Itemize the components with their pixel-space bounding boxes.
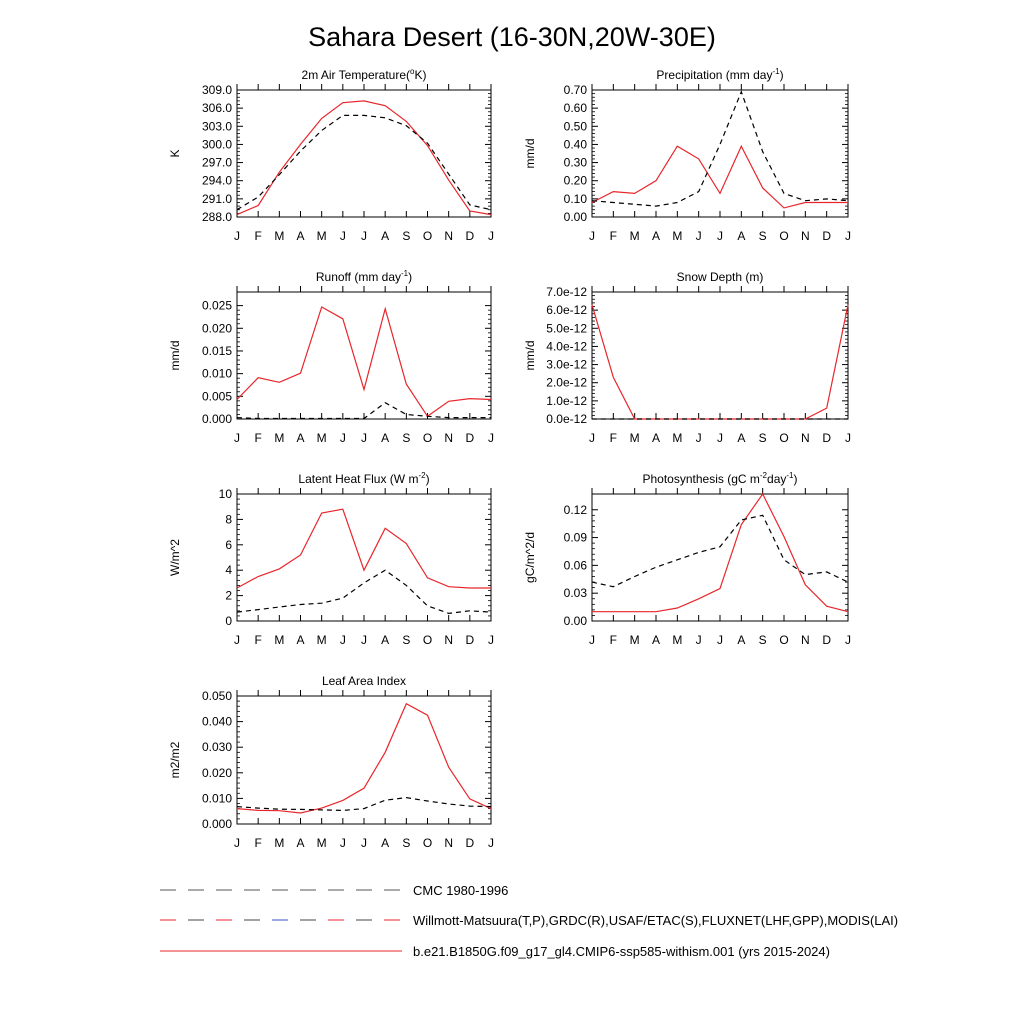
x-tick-label: M [672,431,683,445]
x-tick-label: M [316,633,327,647]
x-tick-label: J [234,229,240,243]
y-axis-label: mm/d [168,340,182,371]
y-tick-label: 3.0e-12 [546,357,587,372]
x-tick-label: M [274,836,285,850]
x-tick-label: M [629,229,640,243]
x-tick-label: A [296,431,305,445]
y-axis-label: gC/m^2/d [523,532,537,583]
panel-title: Latent Heat Flux (W $m^{-2}$) [298,471,430,486]
x-tick-label: M [672,633,683,647]
y-tick-label: 0.06 [563,558,587,573]
y-tick-label: 0.00 [563,210,587,224]
y-tick-label: 309.0 [201,83,232,97]
y-tick-label: 6 [225,537,232,552]
x-tick-label: J [339,836,346,850]
x-tick-label: D [465,229,475,243]
x-tick-label: S [758,633,767,647]
legend-item-2 [160,913,898,928]
x-tick-label: J [589,633,595,647]
y-tick-label: 0.025 [201,298,232,313]
x-tick-label: S [402,431,411,445]
x-tick-label: J [717,431,723,445]
model-series-line [592,146,848,208]
x-tick-label: A [651,431,661,445]
x-tick-label: J [717,633,723,647]
plot-frame [592,90,848,217]
plot-frame [592,292,848,419]
x-tick-label: A [296,633,305,647]
x-tick-label: S [402,836,411,850]
legend-label: Willmott-Matsuura(T,P),GRDC(R),USAF/ETAC(S),FLUXNET(LHF,GPP),MODIS(LAI) [413,913,899,928]
x-tick-label: F [609,229,618,243]
y-tick-label: 10 [218,487,232,501]
y-tick-label: 303.0 [201,119,232,134]
x-tick-label: J [361,431,367,445]
x-tick-label: J [339,431,346,445]
panel-5 [168,471,494,647]
x-tick-label: D [822,229,832,243]
panel-3 [168,269,494,445]
x-tick-label: O [422,229,433,243]
panel-title: Runoff (mm day$^{-1}$) [315,269,413,284]
x-tick-label: M [274,633,285,647]
x-tick-label: O [422,836,433,850]
x-tick-label: J [488,431,494,445]
x-tick-label: A [381,633,390,647]
legend-label: b.e21.B1850G.f09_g17_gl4.CMIP6-ssp585-withism.001 (yrs 2015-2024) [413,944,830,959]
panel-4 [523,270,851,445]
x-tick-label: O [779,229,789,243]
y-tick-label: 297.0 [201,155,232,170]
y-tick-label: 1.0e-12 [546,393,587,408]
x-tick-label: N [800,633,810,647]
y-tick-label: 0.050 [201,689,232,703]
x-tick-label: J [589,431,595,445]
y-tick-label: 0 [225,614,232,628]
y-tick-label: 0.005 [201,389,232,404]
y-tick-label: 7.0e-12 [546,285,587,299]
x-tick-label: J [717,229,723,243]
model-series-line [237,704,491,813]
y-tick-label: 0.015 [201,343,232,358]
x-tick-label: J [845,229,851,243]
x-tick-label: D [822,633,832,647]
y-tick-label: 0.0e-12 [546,412,587,426]
y-tick-label: 0.000 [201,817,232,831]
x-tick-label: J [234,633,240,647]
panel-2 [523,67,851,243]
y-tick-label: 0.20 [563,173,587,188]
y-tick-label: 4.0e-12 [546,339,587,354]
y-tick-label: 300.0 [201,137,232,152]
x-tick-label: J [845,633,851,647]
x-tick-label: D [465,836,475,850]
panel-title: Precipitation (mm day$^{-1}$) [656,67,784,82]
panel-title: Photosynthesis (gC $m^{-2}day^{-1}$) [642,471,798,486]
legend [160,883,898,959]
y-tick-label: 6.0e-12 [546,303,587,318]
x-tick-label: M [629,431,640,445]
x-tick-label: N [444,836,454,850]
y-axis-label: mm/d [523,138,537,169]
model-series-line [592,494,848,612]
x-tick-label: J [695,229,702,243]
x-tick-label: M [274,229,285,243]
x-tick-label: D [465,633,475,647]
obs-series-line [237,798,491,811]
y-tick-label: 0.000 [201,412,232,426]
y-tick-label: 288.0 [201,210,232,224]
x-tick-label: S [402,633,411,647]
x-tick-label: A [737,633,746,647]
x-tick-label: A [296,229,305,243]
x-tick-label: J [361,836,367,850]
x-tick-label: N [800,229,810,243]
y-tick-label: 0.12 [563,502,587,517]
panel-title: Snow Depth (m) [676,270,764,284]
y-axis-label: W/m^2 [168,539,182,576]
x-tick-label: N [444,633,454,647]
y-tick-label: 0.020 [201,321,232,336]
x-tick-label: S [402,229,411,243]
y-axis-label: K [168,149,182,158]
obs-series-line [592,515,848,586]
x-tick-label: J [488,836,494,850]
x-tick-label: M [316,229,327,243]
x-tick-label: F [254,836,262,850]
x-tick-label: J [695,431,702,445]
y-tick-label: 0.020 [201,765,232,780]
x-tick-label: J [695,633,702,647]
x-tick-label: F [254,633,262,647]
model-series-line [592,305,848,419]
y-tick-label: 0.60 [563,101,587,116]
x-tick-label: A [381,229,390,243]
x-tick-label: O [422,633,433,647]
x-tick-label: M [274,431,285,445]
x-tick-label: S [758,229,767,243]
y-tick-label: 0.030 [201,740,232,755]
obs-series-line [592,92,848,206]
y-tick-label: 0.010 [201,366,232,381]
panel-group [168,67,851,850]
x-tick-label: N [800,431,810,445]
model-series-line [237,509,491,588]
x-tick-label: S [758,431,767,445]
panel-7 [168,674,494,850]
x-tick-label: O [779,633,789,647]
x-tick-label: J [589,229,595,243]
x-tick-label: J [339,229,346,243]
y-axis-label: mm/d [523,340,537,371]
y-tick-label: 0.03 [563,586,587,601]
y-tick-label: 2 [225,588,232,603]
y-tick-label: 0.50 [563,119,587,134]
y-tick-label: 291.0 [201,191,232,206]
y-tick-label: 306.0 [201,101,232,116]
y-tick-label: 5.0e-12 [546,321,587,336]
y-tick-label: 0.70 [563,83,587,97]
x-tick-label: M [316,431,327,445]
plot-frame [237,90,491,217]
x-tick-label: M [672,229,683,243]
panel-title: 2m Air Temperature($^o$K) [301,67,427,82]
x-tick-label: N [444,229,454,243]
x-tick-label: M [316,836,327,850]
x-tick-label: F [609,431,618,445]
y-tick-label: 4 [225,563,232,578]
x-tick-label: J [361,229,367,243]
y-tick-label: 0.00 [563,614,587,628]
y-tick-label: 0.10 [563,191,587,206]
x-tick-label: D [465,431,475,445]
x-tick-label: O [779,431,789,445]
plot-frame [237,494,491,621]
x-tick-label: A [651,633,661,647]
x-tick-label: A [737,229,746,243]
y-tick-label: 0.040 [201,714,232,729]
panel-1 [168,67,494,243]
model-series-line [237,101,491,215]
legend-item-1 [160,883,508,898]
y-axis-label: m2/m2 [168,741,182,779]
x-tick-label: A [737,431,746,445]
x-tick-label: O [422,431,433,445]
x-tick-label: A [296,836,305,850]
plot-frame [237,292,491,419]
obs-series-line [237,570,491,613]
y-tick-label: 294.0 [201,173,232,188]
x-tick-label: J [361,633,367,647]
x-tick-label: J [234,836,240,850]
x-tick-label: F [254,229,262,243]
panel-title: Leaf Area Index [321,674,407,688]
x-tick-label: J [845,431,851,445]
y-tick-label: 0.30 [563,155,587,170]
y-tick-label: 8 [225,512,232,527]
x-tick-label: F [254,431,262,445]
x-tick-label: A [381,431,390,445]
legend-label: CMC 1980-1996 [413,883,509,898]
model-series-line [237,307,491,416]
plot-frame [592,494,848,621]
figure-title: Sahara Desert (16-30N,20W-30E) [308,22,716,52]
x-tick-label: D [822,431,832,445]
y-tick-label: 2.0e-12 [546,375,587,390]
x-tick-label: M [629,633,640,647]
y-tick-label: 0.40 [563,137,587,152]
x-tick-label: J [488,229,494,243]
x-tick-label: J [234,431,240,445]
x-tick-label: J [339,633,346,647]
y-tick-label: 0.09 [563,530,587,545]
legend-item-3 [160,944,830,959]
y-tick-label: 0.010 [201,791,232,806]
x-tick-label: F [609,633,618,647]
x-tick-label: J [488,633,494,647]
x-tick-label: N [444,431,454,445]
obs-series-line [237,115,491,209]
x-tick-label: A [381,836,390,850]
panel-6 [523,471,851,647]
x-tick-label: A [651,229,661,243]
